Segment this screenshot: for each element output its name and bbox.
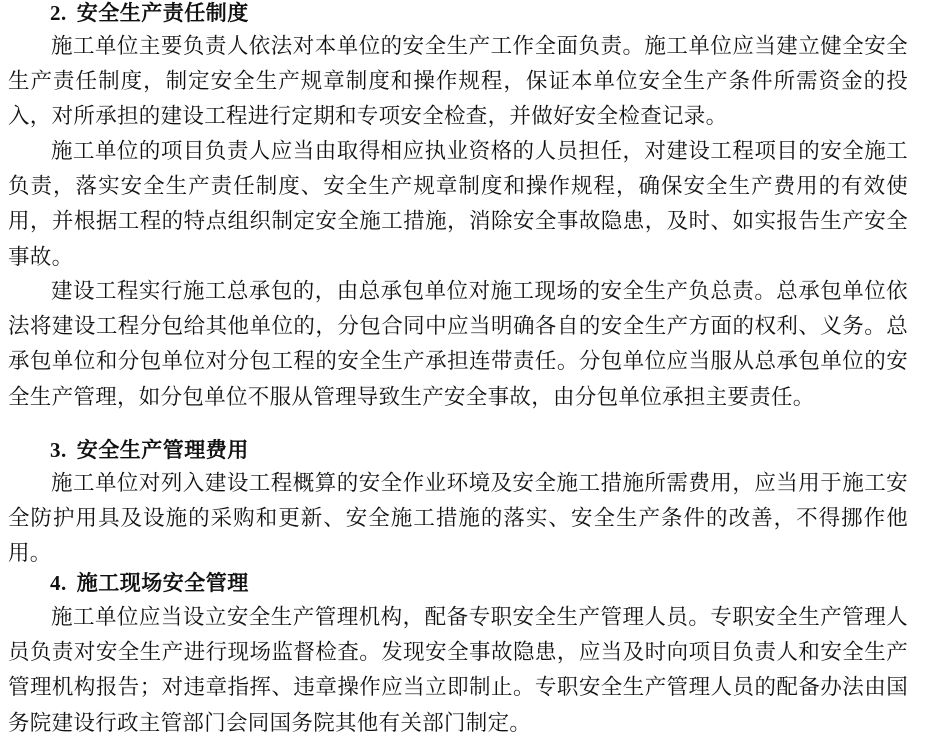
paragraph: 建设工程实行施工总承包的，由总承包单位对施工现场的安全生产负总责。总承包单位依法将建设工程分包给其他单位的，分包合同中应当明确各自的安全生产方面的权利、义务。总承包单位和分包单位对分包工程的安全生产承担连带责任。分包单位应当服从总承包单位的安全生产管理，如分包单位不服从管理导致生产安全事故，由分包单位承担主要责任。 [8,279,908,410]
section-number: 2. [50,1,67,25]
paragraph: 施工单位的项目负责人应当由取得相应执业资格的人员担任，对建设工程项目的安全施工负责，落实安全生产责任制度、安全生产规章制度和操作规程，确保安全生产费用的有效使用，并根据工程的特点组织制定安全施工措施，消除安全事故隐患，及时、如实报告生产安全事故。 [8,139,908,270]
section-number: 4. [50,571,67,595]
section-title: 施工现场安全管理 [76,570,249,595]
section-heading [50,0,249,26]
paragraph: 施工单位主要负责人依法对本单位的安全生产工作全面负责。施工单位应当建立健全安全生产责任制度，制定安全生产规章制度和操作规程，保证本单位安全生产条件所需资金的投入，对所承担的建设工程进行定期和专项安全检查，并做好安全检查记录。 [8,34,908,130]
section-heading [50,570,249,596]
section-title: 安全生产管理费用 [76,437,249,462]
section-number: 3. [50,438,67,462]
paragraph: 施工单位对列入建设工程概算的安全作业环境及安全施工措施所需费用，应当用于施工安全防护用具及设施的采购和更新、安全施工措施的落实、安全生产条件的改善，不得挪作他用。 [8,471,908,567]
paragraph: 施工单位应当设立安全生产管理机构，配备专职安全生产管理人员。专职安全生产管理人员负责对安全生产进行现场监督检査。发现安全事故隐患，应当及时向项目负责人和安全生产管理机构报告；对违章指挥、违章操作应当立即制止。专职安全生产管理人员的配备办法由国务院建设行政主管部门会同国务院其他有关部门制定。 [8,605,908,736]
section-title: 安全生产责任制度 [76,0,249,25]
section-heading [50,437,249,463]
